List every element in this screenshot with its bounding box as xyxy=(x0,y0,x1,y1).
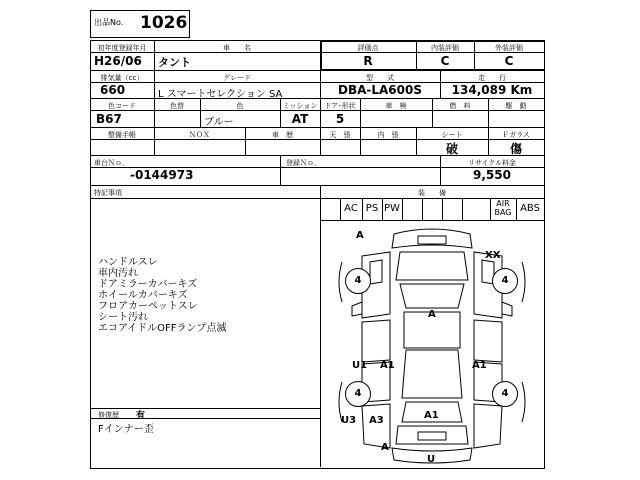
grade-label: グレード xyxy=(223,74,251,82)
repair-history-value: 有 xyxy=(136,411,146,421)
left-mirror xyxy=(352,302,362,316)
mark-rear-bumper-a: A xyxy=(381,442,389,453)
repair-note: Fインナー歪 xyxy=(98,424,154,435)
note-line: エコアイドルOFFランプ点滅 xyxy=(98,323,227,334)
tire-rear-right: 4 xyxy=(492,381,518,407)
right-front-door xyxy=(474,320,502,362)
mark-rear-left-a: A3 xyxy=(369,415,384,426)
front-plate xyxy=(418,236,446,244)
color-label: 色 xyxy=(236,102,244,110)
equip-ps: PS xyxy=(365,203,379,214)
mark-rear-bumper-u: U xyxy=(427,454,436,465)
note-line: ホイールカバーキズ xyxy=(98,290,188,301)
note-line: ドアミラーカバーキズ xyxy=(98,279,198,290)
note-line: フロアカーペットスレ xyxy=(98,301,198,312)
mark-right-side-a: A1 xyxy=(472,360,487,371)
front-bumper-outline xyxy=(392,229,472,248)
color-value: ブルー xyxy=(204,117,234,128)
mark-left-side-u: U1 xyxy=(352,360,368,371)
color-code-label: 色コード xyxy=(108,102,136,110)
car-name-value: タント xyxy=(158,56,191,69)
doors-label: ドア･形状 xyxy=(324,102,356,110)
note-line: シート汚れ xyxy=(98,312,148,323)
windshield-outline xyxy=(400,284,464,308)
displacement-label: 排気量（cc） xyxy=(100,74,144,82)
equip-abs: ABS xyxy=(520,203,540,214)
transmission-label: ミッション xyxy=(282,102,318,110)
rear-plate xyxy=(418,432,446,440)
equip-pw: PW xyxy=(384,203,400,214)
history-label: 車 歴 xyxy=(272,131,293,139)
model-label: 型 式 xyxy=(366,74,394,82)
note-line: ハンドルスレ xyxy=(98,257,158,268)
mark-left-side-a: A1 xyxy=(380,360,395,371)
tire-front-right: 4 xyxy=(492,268,518,294)
fuel-label: 燃 料 xyxy=(449,102,471,110)
equip-ac: AC xyxy=(344,203,358,214)
tire-front-left: 4 xyxy=(345,268,371,294)
mileage-label: 走 行 xyxy=(478,74,506,82)
right-mirror xyxy=(502,302,512,316)
nox-label: ＮＯＸ xyxy=(189,131,210,139)
first-reg-label: 初年度登録年月 xyxy=(97,44,147,52)
seat-value: 破 xyxy=(445,142,458,156)
interior-value: C xyxy=(440,54,450,68)
mileage-value: 134,089 Km xyxy=(451,83,533,97)
notes-list xyxy=(98,257,318,334)
color-code-value: B67 xyxy=(96,112,122,126)
grade-value: L スマートセレクション SA xyxy=(158,89,283,100)
left-front-door xyxy=(362,320,390,362)
mark-front-bumper: A xyxy=(356,230,364,241)
fglass-label: Ｆガラス xyxy=(502,131,530,139)
notes-title: 特記事項 xyxy=(94,189,122,197)
tailgate-outline xyxy=(396,426,468,444)
exterior-label: 外装評価 xyxy=(495,44,523,52)
equip-airbag: AIR BAG xyxy=(494,199,512,217)
cabin-outline xyxy=(402,350,462,398)
note-line: 車内汚れ xyxy=(98,268,138,279)
color-change-label: 色替 xyxy=(170,102,184,110)
inspection-label: 車 検 xyxy=(385,102,407,110)
sunroof-label: 天 張 xyxy=(329,131,351,139)
score-label: 評価点 xyxy=(357,44,379,52)
chassis-no-value: -0144973 xyxy=(130,168,194,182)
equipment-title: 装 備 xyxy=(418,189,446,197)
right-rear-quarter xyxy=(474,404,502,448)
mark-roof: A xyxy=(428,309,436,320)
mark-front-right: XX xyxy=(485,250,501,261)
interior-label: 内装評価 xyxy=(431,44,459,52)
drive-label: 駆 動 xyxy=(505,102,527,110)
repair-history-label: 修復歴 xyxy=(98,411,119,419)
lot-number-label: 出品No. xyxy=(94,18,124,27)
car-damage-diagram xyxy=(322,222,542,466)
interior-trim-label: 内 張 xyxy=(377,131,399,139)
lot-number-value: 1026 xyxy=(140,13,188,33)
doors-value: 5 xyxy=(335,112,345,126)
displacement-value: 660 xyxy=(100,83,126,97)
car-name-label: 車 名 xyxy=(223,44,251,52)
transmission-value: AT xyxy=(291,112,309,126)
fglass-value: 傷 xyxy=(509,142,522,156)
model-value: DBA-LA600S xyxy=(338,83,422,97)
mark-trunk: A1 xyxy=(424,410,439,421)
first-reg-value: H26/06 xyxy=(94,54,142,68)
mark-rear-left-u: U3 xyxy=(341,415,357,426)
recycle-value: 9,550 xyxy=(473,168,511,182)
tire-rear-left: 4 xyxy=(345,381,371,407)
exterior-value: C xyxy=(504,54,514,68)
hood-outline xyxy=(396,252,468,280)
maintenance-label: 整備手帳 xyxy=(108,131,136,139)
chassis-no-label: 車台Ｎｏ． xyxy=(94,159,129,167)
reg-no-label: 登録Ｎｏ． xyxy=(286,159,321,167)
seat-label: シート xyxy=(441,131,463,139)
score-value: R xyxy=(363,54,373,68)
recycle-label: リサイクル料金 xyxy=(467,159,517,167)
